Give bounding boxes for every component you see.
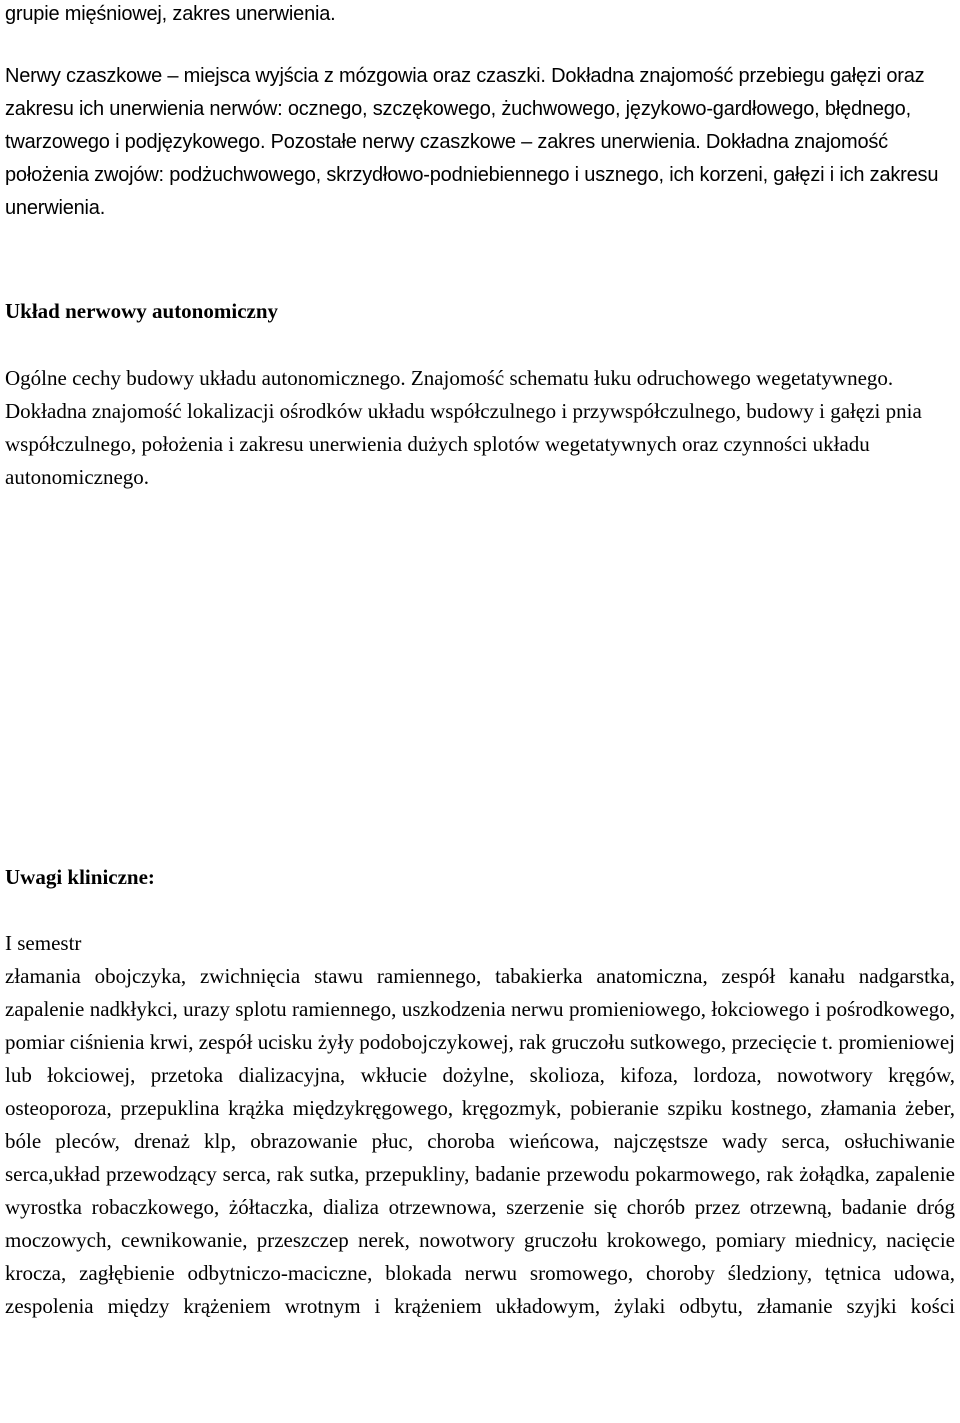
semester-label: I semestr bbox=[5, 931, 82, 955]
continued-text-line: grupie mięśniowej, zakres unerwienia. bbox=[5, 3, 336, 25]
clinical-notes-heading: Uwagi kliniczne: bbox=[5, 865, 155, 889]
clinical-notes-text: złamania obojczyka, zwichnięcia stawu ramiennego, tabakierka anatomiczna, zespół kanału nadgarstka, zapalenie nadkłykci, urazy splotu ramiennego, uszkodzenia nerwu promieniowego, łokciowego i pośrodkowego, pomiar ciśnienia krwi, zespół ucisku żyły podobojczykowej, rak gruczołu sutkowego, przecięcie t. promieniowej lub łokciowej, przetoka dializacyjna, wkłucie dożylne, skolioza, kifoza, lordoza, nowotwory kręgów, osteoporoza, przepuklina krążka międzykręgowego, kręgozmyk, pobieranie szpiku kostnego, złamania żeber, bóle pleców, drenaż klp, obrazowanie płuc, choroba wieńcowa, najczęstsze wady serca, osłuchiwanie serca,układ przewodzący serca, rak sutka, przepukliny, badanie przewodu pokarmowego, rak żołądka, zapalenie wyrostka robaczkowego, żółtaczka, dializa otrzewnowa, szerzenie się chorób przez otrzewną, badanie dróg moczowych, cewnikowanie, przeszczep nerek, nowotwory gruczołu krokowego, pomiary miednicy, nacięcie krocza, zagłębienie odbytniczo-maciczne, blokada nerwu sromowego, choroby śledziony, tętnica udowa, zespolenia między krążeniem wrotnym i krążeniem układowym, żylaki odbytu, złamanie szyjki kości bbox=[5, 964, 955, 1318]
autonomic-paragraph: Ogólne cechy budowy układu autonomicznego. Znajomość schematu łuku odruchowego wegetatywnego. Dokładna znajomość lokalizacji ośrodków układu współczulnego i przywspółczulnego, budowy i gałęzi pnia współczulnego, położenia i zakresu unerwienia dużych splotów wegetatywnych oraz czynności układu autonomicznego. bbox=[5, 366, 922, 489]
autonomic-section-heading: Układ nerwowy autonomiczny bbox=[5, 299, 279, 323]
cranial-nerves-paragraph: Nerwy czaszkowe – miejsca wyjścia z mózgowia oraz czaszki. Dokładna znajomość przebiegu gałęzi oraz zakresu ich unerwienia nerwów: ocznego, szczękowego, żuchwowego, językowo-gardłowego, błędnego, twarzowego i podjęzykowego. Pozostałe nerwy czaszkowe – zakres unerwienia. Dokładna znajomość położenia zwojów: podżuchwowego, skrzydłowo-podniebiennego i usznego, ich korzeni, gałęzi i ich zakresu unerwienia. bbox=[5, 65, 939, 219]
